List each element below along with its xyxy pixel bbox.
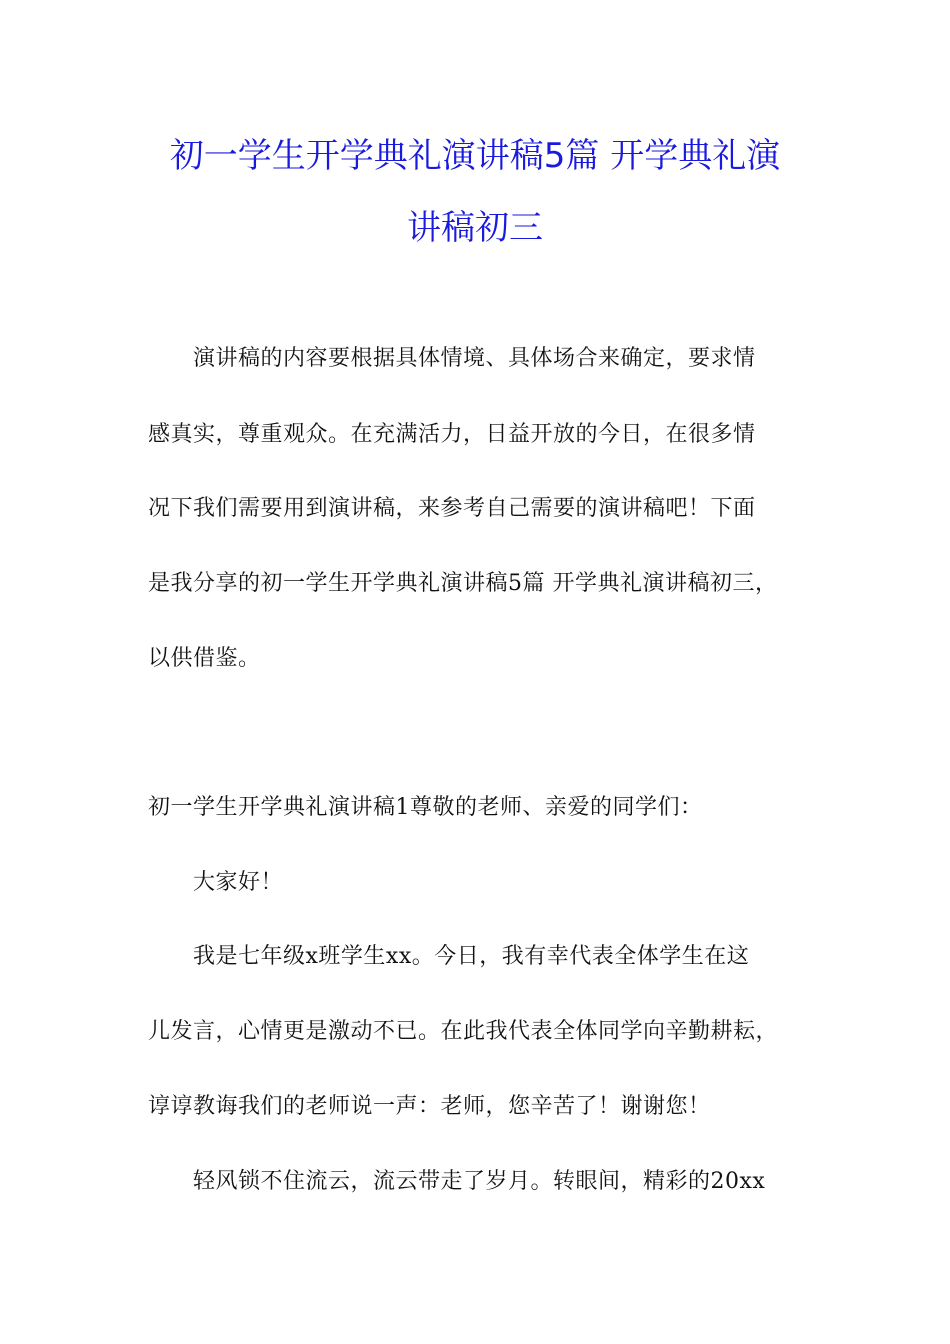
para1-line-3: 谆谆教诲我们的老师说一声：老师，您辛苦了！谢谢您！ <box>148 1094 711 1119</box>
document-title-line-2: 讲稿初三 <box>407 208 543 248</box>
para1-line-2: 儿发言，心情更是激动不已。在此我代表全体同学向辛勤耕耘， <box>148 1019 779 1044</box>
intro-line-1: 演讲稿的内容要根据具体情境、具体场合来确定，要求情 <box>193 346 756 371</box>
para1-line-1: 我是七年级x班学生xx。今日，我有幸代表全体学生在这 <box>193 944 750 969</box>
intro-line-4: 是我分享的初一学生开学典礼演讲稿5篇 开学典礼演讲稿初三， <box>148 571 778 596</box>
greeting: 大家好！ <box>193 870 284 895</box>
para2-line-1: 轻风锁不住流云，流云带走了岁月。转眼间，精彩的20xx <box>193 1169 766 1194</box>
intro-line-2: 感真实，尊重观众。在充满活力，日益开放的今日，在很多情 <box>148 422 756 447</box>
intro-line-3: 况下我们需要用到演讲稿，来参考自己需要的演讲稿吧！下面 <box>148 496 756 521</box>
intro-line-5: 以供借鉴。 <box>148 646 261 671</box>
speech-heading: 初一学生开学典礼演讲稿1尊敬的老师、亲爱的同学们： <box>148 795 703 820</box>
document-title-line-1: 初一学生开学典礼演讲稿5篇 开学典礼演 <box>169 136 781 176</box>
